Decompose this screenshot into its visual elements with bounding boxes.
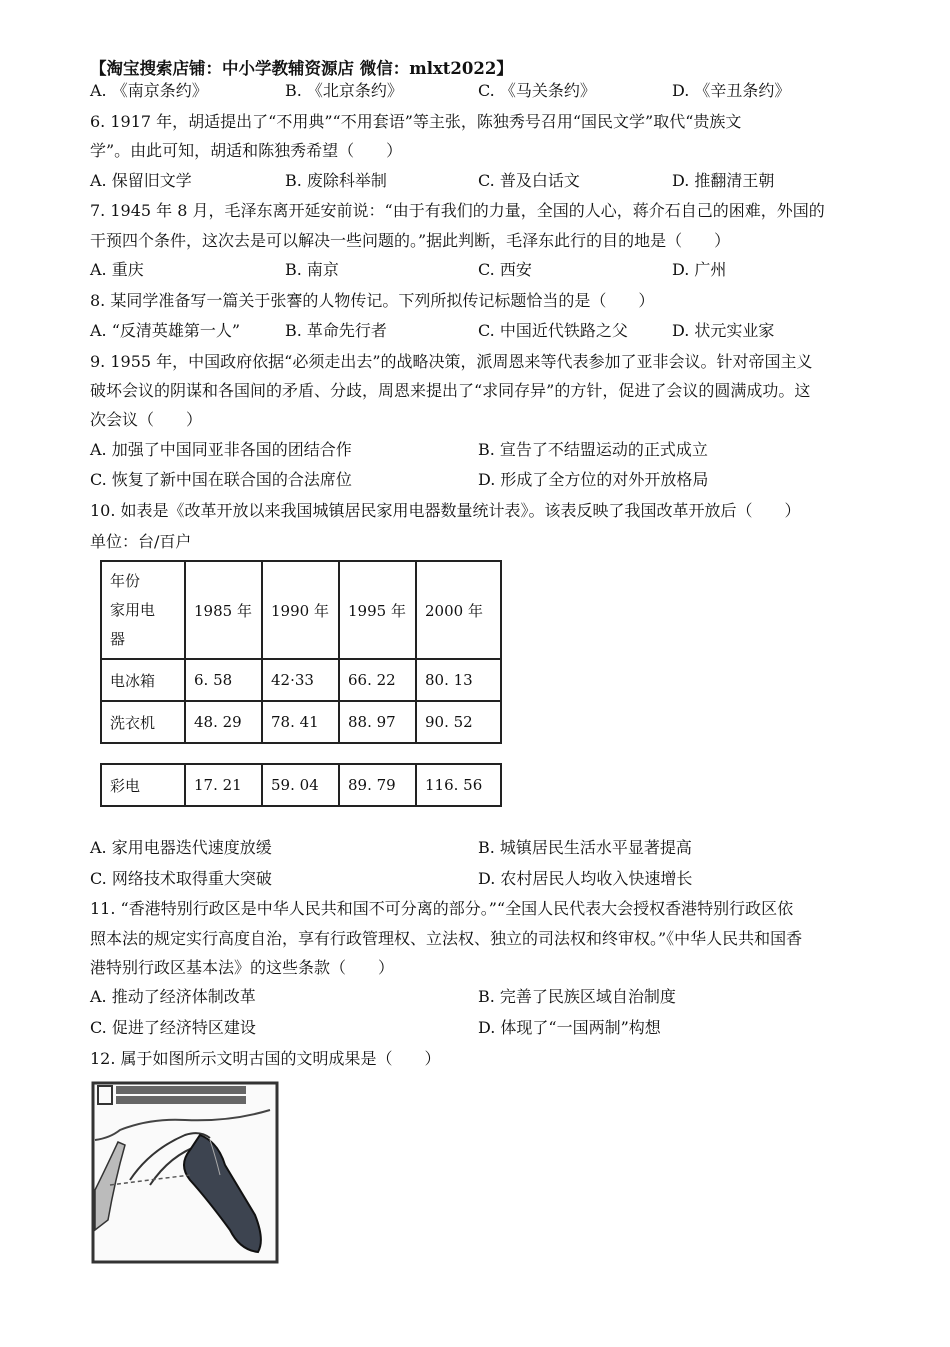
q7-option-b: B. 南京 <box>285 260 339 279</box>
map-legend-bar <box>116 1096 246 1104</box>
mesopotamia-map-image <box>90 1080 280 1265</box>
q10-stem: 10. 如表是《改革开放以来我国城镇居民家用电器数量统计表》。该表反映了我国改革开放后（ ） <box>90 501 801 520</box>
q5-option-a: A. 《南京条约》 <box>90 81 208 100</box>
q11-stem-line-1: 11. “香港特别行政区是中华人民共和国不可分离的部分。”“全国人民代表大会授权香港特别行政区依 <box>90 899 794 918</box>
corner-line: 家用电 <box>110 600 156 619</box>
table-corner-cell <box>101 561 185 659</box>
q6-stem-line-1: 6. 1917 年，胡适提出了“不用典”“不用套语”等主张，陈独秀号召用“国民文学”取代“贵族文 <box>90 112 742 131</box>
q7-stem-line-1: 7. 1945 年 8 月，毛泽东离开延安前说：“由于有我们的力量，全国的人心，蒋介石自己的困难，外国的 <box>90 201 825 220</box>
map-legend-bar <box>116 1086 246 1094</box>
table-cell: 66. 22 <box>339 659 416 701</box>
table-cell: 78. 41 <box>262 701 339 743</box>
q5-option-c: C. 《马关条约》 <box>478 81 596 100</box>
q9-option-c: C. 恢复了新中国在联合国的合法席位 <box>90 470 352 489</box>
table-row <box>101 659 501 701</box>
table-cell: 90. 52 <box>416 701 501 743</box>
q11-option-a: A. 推动了经济体制改革 <box>90 987 256 1006</box>
row-label: 电冰箱 <box>101 659 185 701</box>
table-cell: 116. 56 <box>416 764 501 806</box>
table-cell: 89. 79 <box>339 764 416 806</box>
corner-line: 器 <box>110 629 126 648</box>
q8-option-b: B. 革命先行者 <box>285 321 387 340</box>
q8-option-c: C. 中国近代铁路之父 <box>478 321 628 340</box>
table-cell: 48. 29 <box>185 701 262 743</box>
q5-option-d: D. 《辛丑条约》 <box>672 81 791 100</box>
q10-option-c: C. 网络技术取得重大突破 <box>90 869 272 888</box>
corner-line: 年份 <box>110 571 141 590</box>
table-cell: 6. 58 <box>185 659 262 701</box>
q10-unit: 单位：台/百户 <box>90 532 192 551</box>
q12-stem: 12. 属于如图所示文明古国的文明成果是（ ） <box>90 1049 441 1068</box>
q8-option-d: D. 状元实业家 <box>672 321 775 340</box>
q11-option-b: B. 完善了民族区域自治制度 <box>478 987 676 1006</box>
q11-stem-line-3: 港特别行政区基本法》的这些条款（ ） <box>90 958 395 977</box>
q10-option-a: A. 家用电器迭代速度放缓 <box>90 838 272 857</box>
q9-option-a: A. 加强了中国同亚非各国的团结合作 <box>90 440 352 459</box>
q6-option-c: C. 普及白话文 <box>478 171 580 190</box>
table-cell: 17. 21 <box>185 764 262 806</box>
table-row <box>101 701 501 743</box>
q9-option-b: B. 宣告了不结盟运动的正式成立 <box>478 440 708 459</box>
q9-option-d: D. 形成了全方位的对外开放格局 <box>478 470 709 489</box>
table-cell: 42·33 <box>262 659 339 701</box>
row-label: 彩电 <box>101 764 185 806</box>
appliance-table <box>100 560 502 744</box>
q6-option-d: D. 推翻清王朝 <box>672 171 775 190</box>
q8-option-a: A. “反清英雄第一人” <box>90 321 241 340</box>
q11-option-d: D. 体现了“一国两制”构想 <box>478 1018 661 1037</box>
q8-stem: 8. 某同学准备写一篇关于张謇的人物传记。下列所拟传记标题恰当的是（ ） <box>90 291 655 310</box>
q9-stem-line-3: 次会议（ ） <box>90 410 203 429</box>
q5-option-b: B. 《北京条约》 <box>285 81 403 100</box>
table-header-row <box>101 561 501 659</box>
year-header-cell: 1985 年 <box>185 561 262 659</box>
q10-option-d: D. 农村居民人均收入快速增长 <box>478 869 693 888</box>
q7-stem-line-2: 干预四个条件，这次去是可以解决一些问题的。”据此判断，毛泽东此行的目的地是（ ） <box>90 231 731 250</box>
year-header-cell: 1990 年 <box>262 561 339 659</box>
table-cell: 88. 97 <box>339 701 416 743</box>
year-header-cell: 1995 年 <box>339 561 416 659</box>
q7-option-d: D. 广州 <box>672 260 727 279</box>
table-row <box>101 764 501 806</box>
q6-option-b: B. 废除科举制 <box>285 171 387 190</box>
table-cell: 59. 04 <box>262 764 339 806</box>
page-header: 【淘宝搜索店铺：中小学教辅资源店 微信：mlxt2022】 <box>90 59 513 78</box>
q11-option-c: C. 促进了经济特区建设 <box>90 1018 256 1037</box>
q7-option-a: A. 重庆 <box>90 260 144 279</box>
appliance-table-continued <box>100 763 502 807</box>
q10-option-b: B. 城镇居民生活水平显著提高 <box>478 838 692 857</box>
q9-stem-line-1: 9. 1955 年，中国政府依据“必须走出去”的战略决策，派周恩来等代表参加了亚非会议。针对帝国主义 <box>90 352 813 371</box>
table-cell: 80. 13 <box>416 659 501 701</box>
q6-stem-line-2: 学”。由此可知，胡适和陈独秀希望（ ） <box>90 141 403 160</box>
row-label: 洗衣机 <box>101 701 185 743</box>
q7-option-c: C. 西安 <box>478 260 532 279</box>
q9-stem-line-2: 破坏会议的阴谋和各国间的矛盾、分歧，周恩来提出了“求同存异”的方针，促进了会议的圆满成功。这 <box>90 381 811 400</box>
year-header-cell: 2000 年 <box>416 561 501 659</box>
q11-stem-line-2: 照本法的规定实行高度自治，享有行政管理权、立法权、独立的司法权和终审权。”《中华人民共和国香 <box>90 929 803 948</box>
q6-option-a: A. 保留旧文学 <box>90 171 192 190</box>
